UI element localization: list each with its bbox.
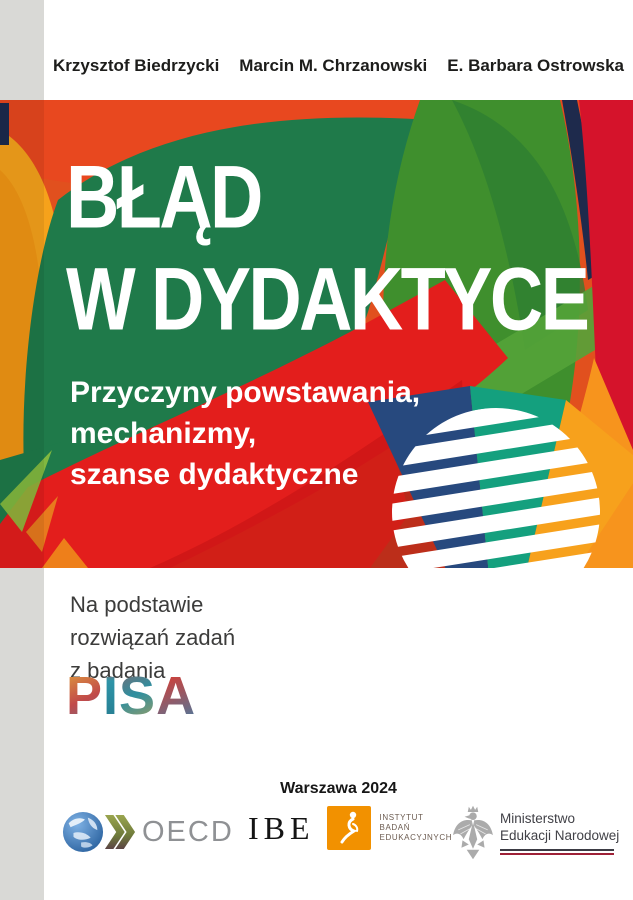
- ministry-name-line-1: Ministerstwo: [500, 811, 576, 826]
- ibe-logo: [248, 806, 452, 850]
- author-2: Marcin M. Chrzanowski: [239, 56, 428, 75]
- oecd-label: OECD: [142, 815, 234, 848]
- ministry-rule: [500, 849, 614, 855]
- pisa-letter-p: P: [66, 666, 104, 724]
- city-year: Warszawa 2024: [280, 780, 397, 797]
- basis-line-1: Na podstawie: [70, 592, 204, 617]
- oecd-logo: [62, 810, 234, 854]
- ibe-abbr: IBE: [248, 809, 315, 846]
- pisa-letter-i: I: [103, 666, 120, 724]
- ministry-name-line-2: Edukacji Narodowej: [500, 828, 620, 843]
- ibe-caption: [380, 813, 453, 843]
- ministry-text: [500, 804, 619, 855]
- subtitle-line-2: mechanizmy,: [70, 417, 257, 450]
- authors-line: [44, 56, 633, 76]
- pisa-letter-a: A: [156, 666, 197, 724]
- eagle-icon: [452, 804, 494, 862]
- oecd-chevrons-icon: [104, 812, 136, 852]
- title-line-1: BŁĄD: [66, 147, 261, 247]
- ministry-logo: [452, 804, 619, 862]
- title-line-2: W DYDAKTYCE: [66, 248, 588, 349]
- globe-icon: [62, 810, 104, 854]
- subtitle-line-3: szanse dydaktyczne: [70, 458, 359, 491]
- pisa-logo-art: [66, 664, 226, 724]
- ibe-caption-line-1: INSTYTUT: [379, 813, 424, 822]
- pisa-logo: [66, 664, 226, 729]
- ibe-caption-line-2: BADAŃ: [379, 823, 411, 832]
- author-1: Krzysztof Biedrzycki: [53, 56, 220, 75]
- svg-text:PISA: [66, 666, 196, 724]
- ibe-caption-line-3: EDUKACYJNYCH: [379, 833, 453, 842]
- subtitle-line-1: Przyczyny powstawania,: [70, 376, 421, 409]
- basis-line-3: z badania: [70, 658, 166, 683]
- publisher-logos: [0, 804, 633, 868]
- book-subtitle: [70, 372, 420, 495]
- ibe-figure-icon: [327, 806, 371, 850]
- pisa-letter-s: S: [119, 666, 157, 724]
- basis-line-2: rozwiązań zadań: [70, 625, 236, 650]
- author-3: E. Barbara Ostrowska: [447, 56, 624, 75]
- book-title: [66, 146, 587, 350]
